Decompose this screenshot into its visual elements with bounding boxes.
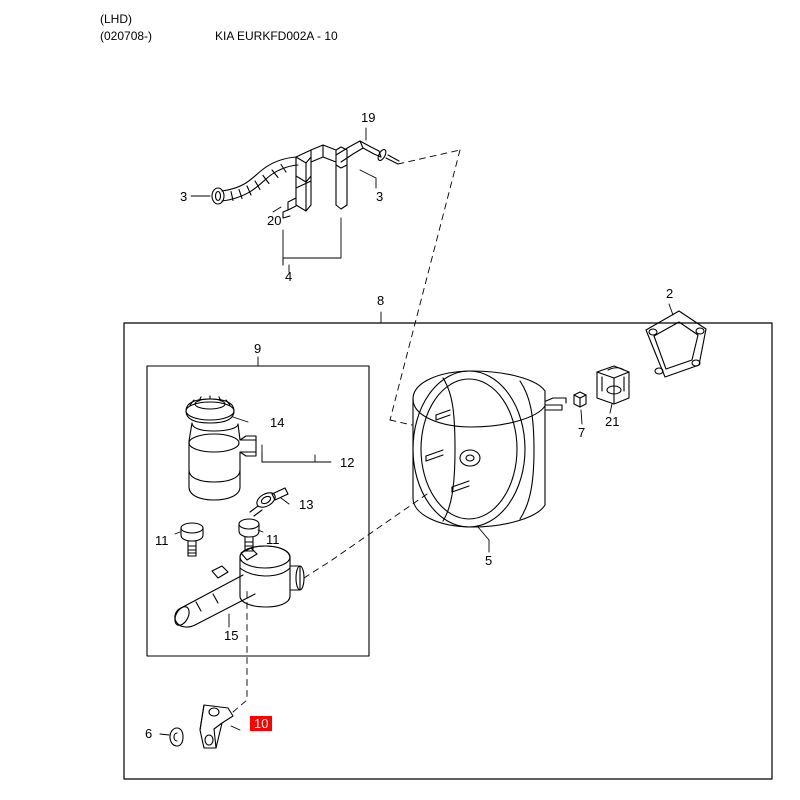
callout-19: 19	[361, 110, 376, 125]
callout-20: 20	[267, 213, 282, 228]
callout-13: 13	[299, 497, 314, 512]
header-catalog-code: KIA EURKFD002A - 10	[215, 29, 338, 43]
callout-12: 12	[340, 455, 355, 470]
callout-8: 8	[377, 293, 385, 308]
callout-10-highlighted[interactable]: 10	[250, 716, 272, 731]
callout-7: 7	[578, 425, 586, 440]
callout-15: 15	[224, 628, 239, 643]
header-date-code: (020708-)	[100, 29, 153, 43]
callout-6: 6	[145, 726, 153, 741]
callout-11-left: 11	[155, 533, 169, 548]
callout-4: 4	[285, 269, 293, 284]
callout-11-right: 11	[266, 532, 280, 547]
callout-9: 9	[254, 341, 262, 356]
callout-21: 21	[605, 414, 620, 429]
callout-5: 5	[485, 553, 493, 568]
callout-2: 2	[666, 286, 674, 301]
callout-14: 14	[270, 415, 285, 430]
callout-3-right: 3	[376, 189, 384, 204]
callout-3-left: 3	[180, 189, 188, 204]
header-steering-side: (LHD)	[100, 12, 132, 26]
